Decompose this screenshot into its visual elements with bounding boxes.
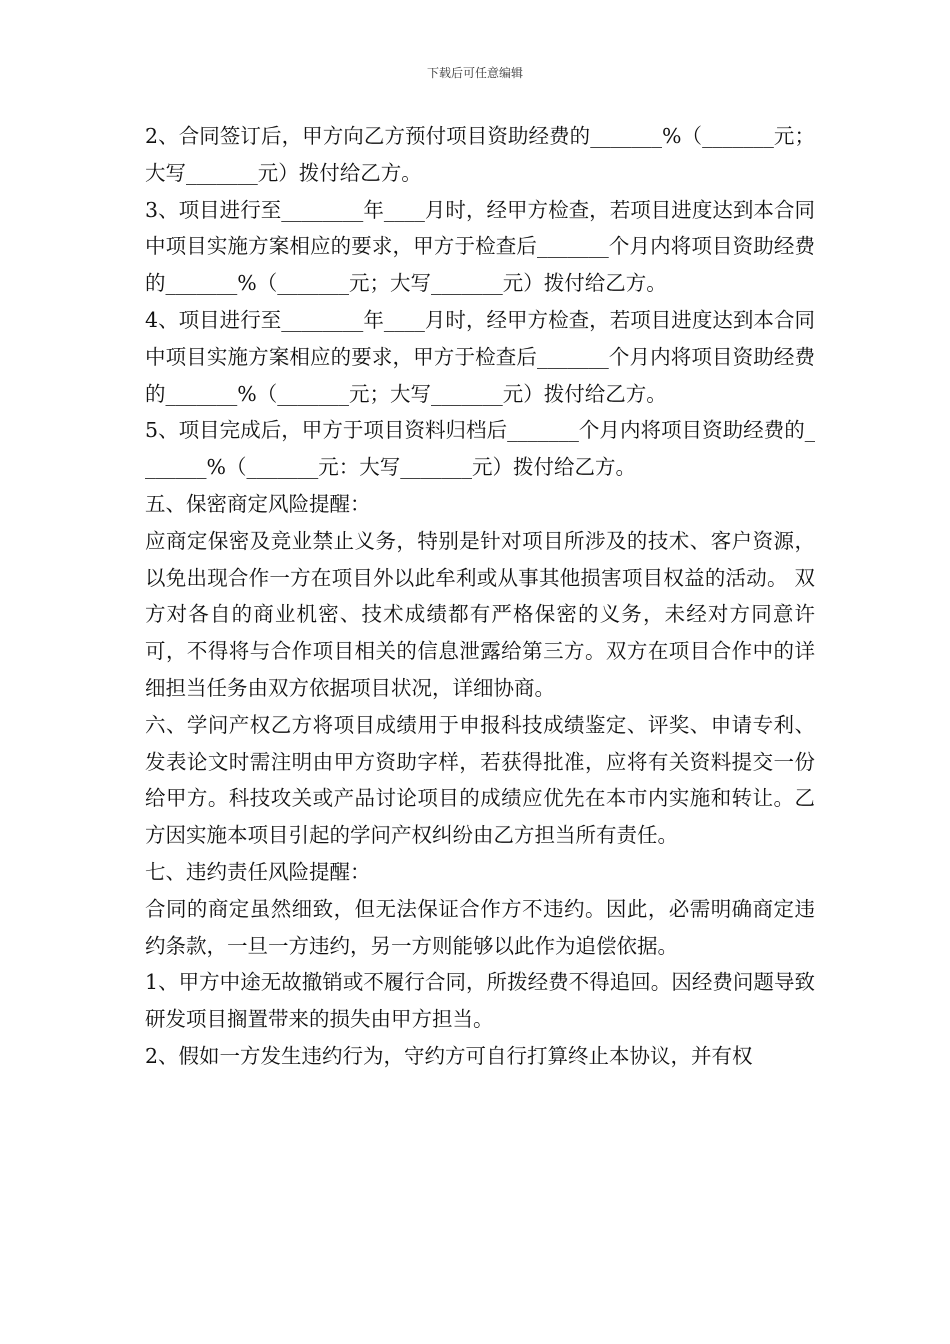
liability-clause-1: 1、甲方中途无故撤销或不履行合同，所拨经费不得追回。因经费问题导致研发项目搁置带来的损失由甲方担当。 xyxy=(145,970,815,1032)
section-heading-confidentiality: 五、保密商定风险提醒： xyxy=(145,491,371,516)
page-header: 下载后可任意编辑 xyxy=(426,66,523,80)
document-body xyxy=(145,118,815,1075)
section-intellectual-property: 六、学问产权乙方将项目成绩用于申报科技成绩鉴定、评奖、申请专利、发表论文时需注明由甲方资助字样，若获得批准，应将有关资料提交一份给甲方。科技攻关或产品讨论项目的成绩应优先在本市内实施和转让。乙方因实施本项目引起的学问产权纠纷由乙方担当所有责任。 xyxy=(145,712,815,848)
clause-payment-3: 3、项目进行至________年____月时，经甲方检查，若项目进度达到本合同中项目实施方案相应的要求，甲方于检查后_______个月内将项目资助经费的_______%（_______元；大写_______元）拨付给乙方。 xyxy=(145,197,815,296)
clause-payment-5: 5、项目完成后，甲方于项目资料归档后_______个月内将项目资助经费的_______%（_______元：大写_______元）拨付给乙方。 xyxy=(145,418,815,480)
confidentiality-text: 应商定保密及竞业禁止义务，特别是针对项目所涉及的技术、客户资源，以免出现合作一方在项目外以此牟利或从事其他损害项目权益的活动。 双方对各自的商业机密、技术成绩都有严格保密的义务，未经对方同意许可，不得将与合作项目相关的信息泄露给第三方。双方在项目合作中的详细担当任务由双方依据项目状况，详细协商。 xyxy=(145,528,815,700)
section-heading-liability: 七、违约责任风险提醒： xyxy=(145,859,371,884)
clause-payment-2: 2、合同签订后，甲方向乙方预付项目资助经费的_______%（_______元；大写_______元）拨付给乙方。 xyxy=(145,124,815,185)
liability-clause-2: 2、假如一方发生违约行为，守约方可自行打算终止本协议，并有权 xyxy=(145,1043,753,1068)
liability-intro: 合同的商定虽然细致，但无法保证合作方不违约。因此，必需明确商定违约条款，一旦一方违约，另一方则能够以此作为追偿依据。 xyxy=(145,896,815,958)
clause-payment-4: 4、项目进行至________年____月时，经甲方检查，若项目进度达到本合同中项目实施方案相应的要求，甲方于检查后_______个月内将项目资助经费的_______%（_______元；大写_______元）拨付给乙方。 xyxy=(145,307,815,406)
